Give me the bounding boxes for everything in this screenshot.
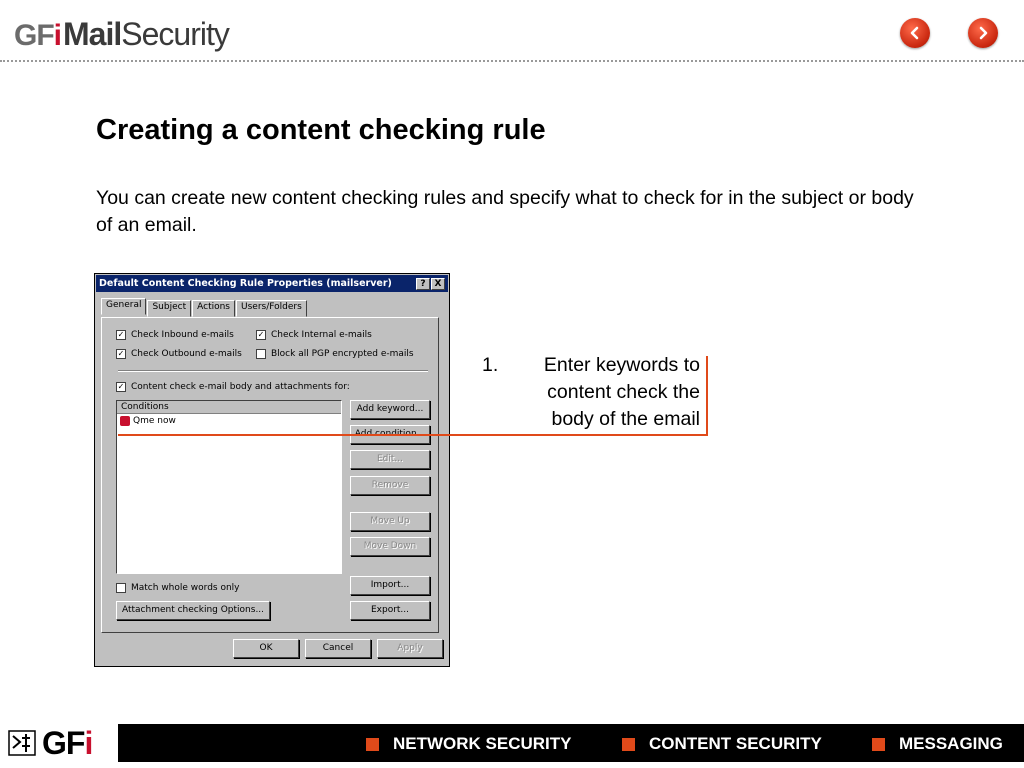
- callout-bracket-line: [706, 356, 708, 436]
- conditions-list[interactable]: [116, 400, 342, 574]
- tab-actions[interactable]: Actions: [192, 300, 235, 317]
- condition-icon: [120, 416, 130, 426]
- brand-logo: [14, 16, 229, 56]
- square-bullet-icon: [872, 738, 885, 751]
- checkbox-checked-icon: ✓: [117, 382, 125, 391]
- conditions-list-header: Conditions: [117, 401, 341, 414]
- callout-text: [470, 352, 700, 433]
- footer-content-security: CONTENT SECURITY: [622, 734, 822, 754]
- tab-general[interactable]: General: [101, 298, 146, 315]
- rule-properties-dialog: [94, 273, 450, 667]
- add-keyword-button[interactable]: Add keyword...: [350, 400, 430, 419]
- edit-button[interactable]: Edit...: [350, 450, 430, 469]
- footer-messaging: MESSAGING: [872, 734, 1003, 754]
- list-item[interactable]: Qme now: [117, 414, 341, 428]
- tab-users-folders[interactable]: Users/Folders: [236, 300, 307, 317]
- next-slide-button[interactable]: [968, 18, 998, 48]
- checkbox-checked-icon: ✓: [117, 349, 125, 358]
- header-divider: [0, 60, 1024, 62]
- square-bullet-icon: [622, 738, 635, 751]
- block-pgp-checkbox[interactable]: Block all PGP encrypted e-mails: [256, 349, 414, 359]
- square-bullet-icon: [366, 738, 379, 751]
- check-internal-checkbox[interactable]: ✓ Check Internal e-mails: [257, 330, 372, 340]
- move-up-button[interactable]: Move Up: [350, 512, 430, 531]
- apply-button[interactable]: Apply: [377, 639, 443, 658]
- dialog-titlebar: [96, 275, 448, 292]
- footer-network-security: NETWORK SECURITY: [366, 734, 572, 754]
- cancel-button[interactable]: Cancel: [305, 639, 371, 658]
- help-button[interactable]: ?: [416, 278, 430, 290]
- export-button[interactable]: Export...: [350, 601, 430, 620]
- dialog-tabs: [101, 300, 308, 317]
- import-button[interactable]: Import...: [350, 576, 430, 595]
- move-down-button[interactable]: Move Down: [350, 537, 430, 556]
- slide-title: Creating a content checking rule: [96, 114, 546, 146]
- check-outbound-checkbox[interactable]: ✓ Check Outbound e-mails: [117, 349, 242, 359]
- ok-button[interactable]: OK: [233, 639, 299, 658]
- dialog-title: Default Content Checking Rule Properties (mailserver): [99, 278, 392, 289]
- brand-security: Security: [121, 16, 229, 52]
- check-inbound-checkbox[interactable]: ✓ Check Inbound e-mails: [117, 330, 234, 340]
- footer-emblem-icon: [8, 728, 38, 758]
- checkbox-checked-icon: ✓: [117, 330, 125, 339]
- previous-slide-button[interactable]: [900, 18, 930, 48]
- slide-intro: You can create new content checking rules and specify what to check for in the subject or body of an email.: [96, 187, 914, 236]
- attachment-options-button[interactable]: Attachment checking Options...: [116, 601, 270, 620]
- panel-separator: [118, 370, 428, 372]
- checkbox-unchecked-icon: [116, 583, 126, 593]
- checkbox-unchecked-icon: [256, 349, 266, 359]
- callout-connector-line: [118, 434, 708, 436]
- brand-gfi: GFi: [14, 19, 62, 52]
- content-check-checkbox[interactable]: ✓ Content check e-mail body and attachments for:: [117, 382, 350, 392]
- callout-number: 1.: [482, 354, 499, 376]
- remove-button[interactable]: Remove: [350, 476, 430, 495]
- general-panel: [101, 317, 439, 633]
- chevron-left-icon: [907, 25, 923, 41]
- close-button[interactable]: X: [431, 278, 445, 290]
- tab-subject[interactable]: Subject: [147, 300, 191, 317]
- brand-mail: Mail: [63, 16, 122, 52]
- chevron-right-icon: [975, 25, 991, 41]
- footer-gfi-text: GFi: [42, 724, 93, 761]
- callout-body: Enter keywords to content check the body of the email: [543, 354, 700, 430]
- match-whole-words-checkbox[interactable]: Match whole words only: [116, 583, 240, 593]
- checkbox-checked-icon: ✓: [257, 330, 265, 339]
- footer-logo: [8, 724, 92, 762]
